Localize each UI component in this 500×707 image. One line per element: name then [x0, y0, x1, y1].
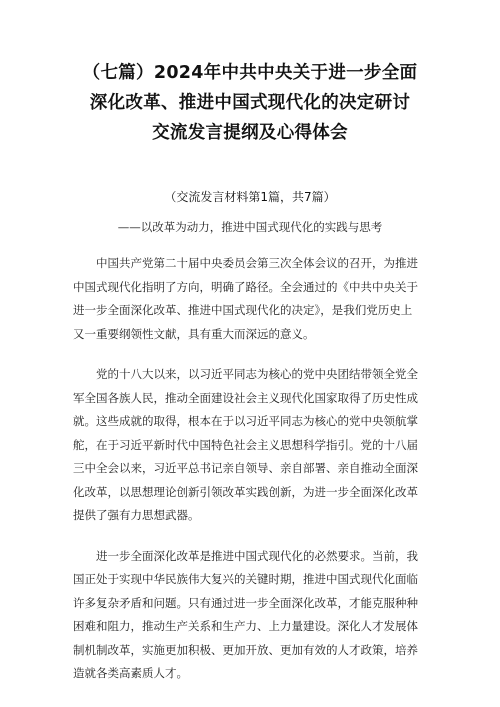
paragraph-line: 进一步全面深化改革、推进中国式现代化的决定》，是我们党历史上 — [73, 303, 413, 317]
paragraph-line: 困难和阻力，推动生产关系和生产力、上力量建设。深化人才发展体 — [73, 619, 418, 633]
paragraph-line: 制机制改革，实施更加积极、更加开放、更加有效的人才政策，培养 — [73, 642, 418, 657]
paragraph-line: 中国共产党第二十届中央委员会第三次全体会议的召开，为推进 — [73, 256, 418, 270]
paragraph-line: 造就各类高素质人才。 — [73, 666, 188, 680]
title-line: 交流发言提纲及心得体会 — [152, 123, 348, 143]
paragraph-line: 党的十八大以来，以习近平同志为核心的党中央团结带领全党全 — [73, 367, 418, 381]
document-epigraph: ——以改革为动力，推进中国式现代化的实践与思考 — [117, 220, 383, 234]
paragraph-1 — [73, 252, 427, 346]
paragraph-line: 进一步全面深化改革是推进中国式现代化的必然要求。当前，我 — [73, 548, 418, 563]
paragraph-line: 三中全会以来，习近平总书记亲自领导、亲自部署、亲自推动全面深 — [73, 461, 418, 475]
paragraph-line: 提供了强有力思想武器。 — [73, 508, 200, 522]
paragraph-line: 舵，在于习近平新时代中国特色社会主义思想科学指引。党的十八届 — [73, 437, 418, 452]
document-title — [73, 58, 427, 148]
title-line: （七篇）2024年中共中央关于进一步全面 — [82, 63, 418, 83]
paragraph-line: 又一重要纲领性文献，具有重大而深远的意义。 — [73, 326, 315, 341]
title-line: 深化改革、推进中国式现代化的决定研讨 — [89, 93, 411, 113]
paragraph-line: 中国式现代化指明了方向，明确了路径。全会通过的《中共中央关于 — [73, 279, 418, 294]
paragraph-line: 化改革，以思想理论创新引领改革实践创新，为进一步全面深化改革 — [73, 484, 418, 499]
paragraph-line: 国正处于实现中华民族伟大复兴的关键时期，推进中国式现代化面临 — [73, 572, 418, 586]
paragraph-3 — [73, 545, 427, 686]
document-subtitle: （交流发言材料第1篇，共7篇） — [164, 190, 336, 204]
paragraph-line: 军全国各族人民，推动全面建设社会主义现代化国家取得了历史性成 — [73, 390, 418, 405]
paragraph-line: 就。这些成就的取得，根本在于以习近平同志为核心的党中央领航掌 — [73, 414, 418, 428]
paragraph-line: 许多复杂矛盾和问题。只有通过进一步全面深化改革，才能克服种种 — [73, 595, 418, 610]
paragraph-2 — [73, 363, 427, 528]
